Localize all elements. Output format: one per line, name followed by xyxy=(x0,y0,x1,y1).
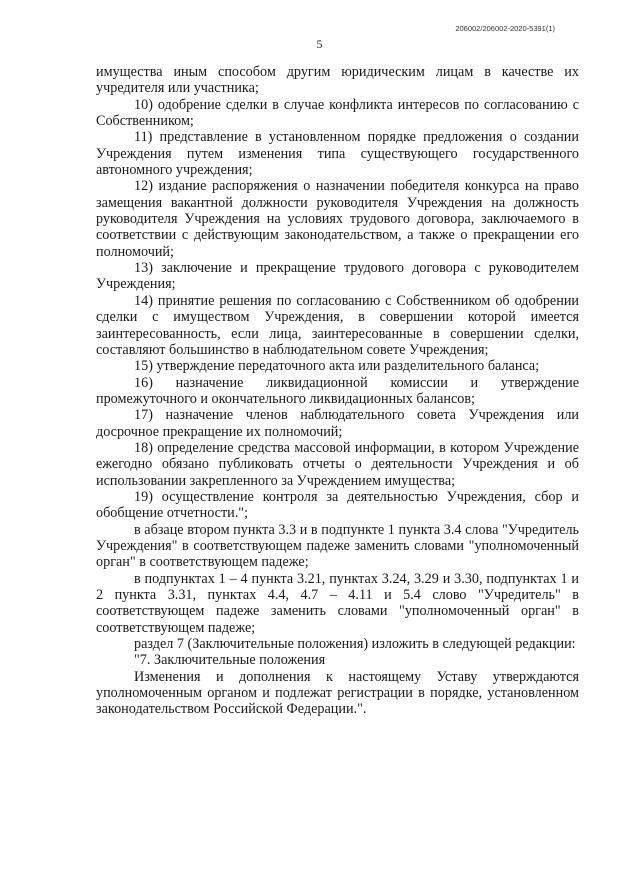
section-7-text: Изменения и дополнения к настоящему Уставу утверждаются уполномоченным органом и подлежат регистрации в порядке, установленном законодательством Российской Федерации.". xyxy=(96,668,579,718)
paragraph-amendment-section-7: раздел 7 (Заключительные положения) изложить в следующей редакции: xyxy=(134,636,576,653)
paragraph-item-10: 10) одобрение сделки в случае конфликта интересов по согласованию с Собственником; xyxy=(96,96,579,130)
paragraph-continuation: имущества иным способом другим юридическим лицам в качестве их учредителя или участника; xyxy=(96,64,579,97)
paragraph-item-14: 14) принятие решения по согласованию с Собственником об одобрении сделки с имуществом Учреждения, в совершении которой имеется заинтересованность, если лица, заинтересованные в совершении сделки, составляют большинство в наблюдательном совете Учреждения; xyxy=(96,292,579,358)
paragraph-amendment-3-3: в абзаце втором пункта 3.3 и в подпункте 1 пункта 3.4 слова "Учредитель Учреждения" в соответствующем падеже заменить словами "уполномоченный орган" в соответствующем падеже; xyxy=(96,521,579,571)
paragraph-item-19: 19) осуществление контроля за деятельностью Учреждения, сбор и обобщение отчетности."; xyxy=(96,488,579,522)
page-number: 5 xyxy=(316,37,323,51)
paragraph-item-13: 13) заключение и прекращение трудового договора с руководителем Учреждения; xyxy=(96,260,579,293)
paragraph-amendment-3-21: в подпунктах 1 – 4 пункта 3.21, пунктах 3.24, 3.29 и 3.30, подпунктах 1 и 2 пункта 3.31, пунктах 4.4, 4.7 – 4.11 и 5.4 слово "Учредитель" в соответствующем падеже заменить словами "уполномоченный орган" в соответствующем падеже; xyxy=(96,570,579,636)
paragraph-item-15: 15) утверждение передаточного акта или разделительного баланса; xyxy=(134,358,540,375)
document-id: 206002/206002-2020-5391(1) xyxy=(455,24,555,33)
paragraph-item-11: 11) представление в установленном порядке предложения о создании Учреждения путем изменения типа существующего государственного автономного учреждения; xyxy=(96,129,579,179)
section-7-heading: "7. Заключительные положения xyxy=(134,652,326,669)
paragraph-item-12: 12) издание распоряжения о назначении победителя конкурса на право замещения вакантной должности руководителя Учреждения на должность руководителя Учреждения на условиях трудового договора, заключаемого в соответствии с действующим законодательством, а также о прекращении его полномочий; xyxy=(96,178,579,260)
document-body xyxy=(96,64,579,718)
paragraph-item-16: 16) назначение ликвидационной комиссии и утверждение промежуточного и окончательного ликвидационных балансов; xyxy=(96,374,579,407)
paragraph-item-17: 17) назначение членов наблюдательного совета Учреждения или досрочное прекращение их полномочий; xyxy=(96,407,579,440)
paragraph-item-18: 18) определение средства массовой информации, в котором Учреждение ежегодно обязано публиковать отчеты о деятельности Учреждения и об использовании закрепленного за Учреждением имущества; xyxy=(96,439,579,489)
